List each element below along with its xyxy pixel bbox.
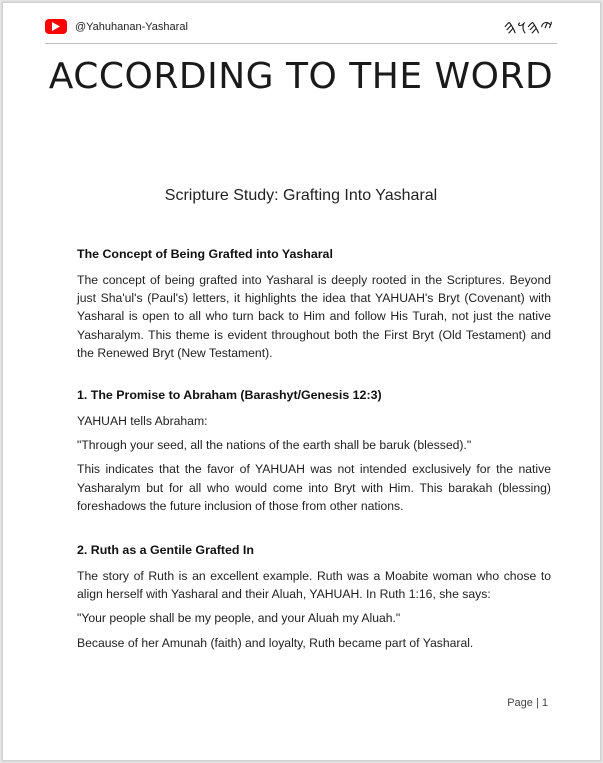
scripture-quote: "Your people shall be my people, and your Aluah my Aluah." [77,611,401,626]
section-spacer [77,368,551,386]
section-heading: 1. The Promise to Abraham (Barashyt/Genesis 12:3) [77,388,382,403]
document-page [2,2,601,761]
section-paragraph: The concept of being grafted into Yasharal is deeply rooted in the Scriptures. Beyond just Sha'ul's (Paul's) letters, it highlights the idea that YAHUAH's Bryt (Covenant) with Yasharal is open to all who turn back to Him and follow His Turah, not just the native Yasharalym. This theme is evident throughout both the First Bryt (Old Testament) and the Renewed Bryt (New Testament). [77,273,551,360]
header-divider [45,43,557,44]
hebrew-name-mark: 𐤉𐤄𐤅𐤄 [503,15,553,39]
page-header [45,17,557,39]
section-heading: 2. Ruth as a Gentile Grafted In [77,543,254,558]
channel-handle: @Yahuhanan-Yasharal [75,21,188,33]
section-spacer [77,521,551,541]
page-subtitle: Scripture Study: Grafting Into Yasharal [164,187,438,204]
section-paragraph: Because of her Amunah (faith) and loyalty, Ruth became part of Yasharal. [77,635,474,650]
section-paragraph: YAHUAH tells Abraham: [77,414,208,429]
page-number: Page | 1 [507,697,548,709]
section-paragraph: This indicates that the favor of YAHUAH was not intended exclusively for the native Yasharalym but for all who would come into Bryt with Him. This barakah (blessing) foreshadows the future inclusion of those from other nations. [77,462,551,513]
scripture-quote: "Through your seed, all the nations of the earth shall be baruk (blessed)." [77,438,472,453]
section-paragraph: The story of Ruth is an excellent example. Ruth was a Moabite woman who chose to align herself with Yasharal and their Aluah, YAHUAH. In Ruth 1:16, she says: [77,569,551,602]
page-title: ACCORDING TO THE WORD [48,56,554,97]
document-body [77,245,551,658]
youtube-play-icon [45,19,67,34]
section-heading: The Concept of Being Grafted into Yasharal [77,247,333,261]
